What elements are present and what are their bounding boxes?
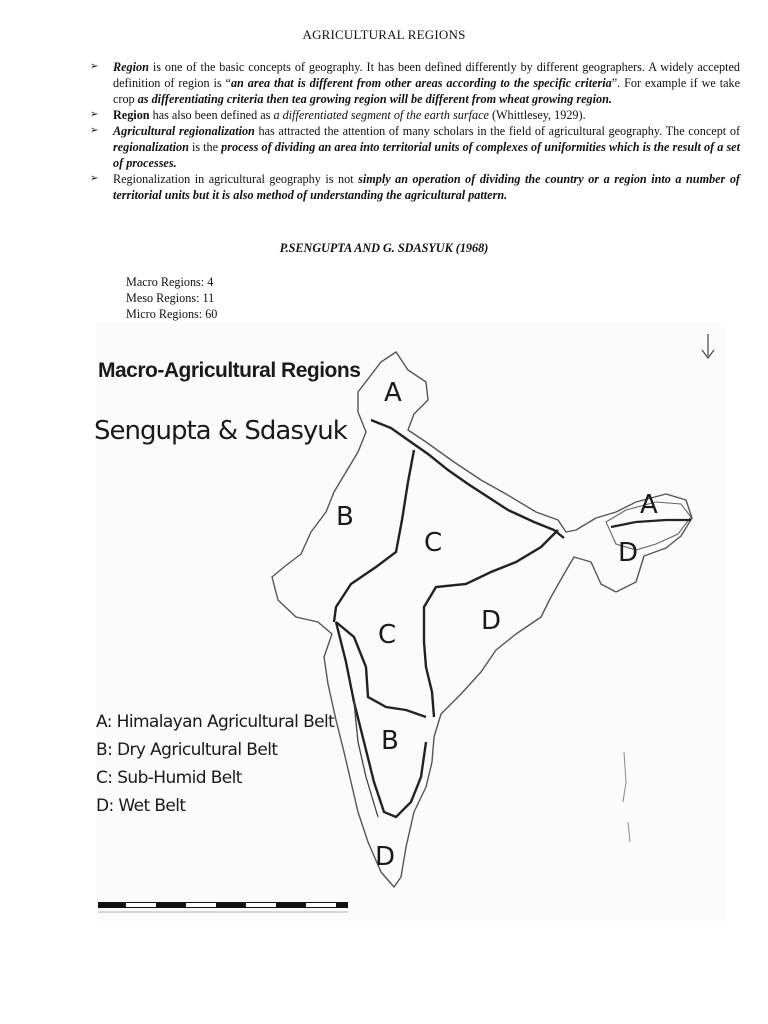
- legend-item-d: D: Wet Belt: [96, 796, 186, 816]
- bullet-text: [113, 108, 586, 122]
- region-label-c-central: C: [424, 528, 443, 558]
- arrow-bullet-icon: ➢: [90, 109, 99, 120]
- region-label-c-south: C: [378, 620, 397, 650]
- bullet-text-run: regionalization: [113, 140, 189, 154]
- document-title: AGRICULTURAL REGIONS: [302, 27, 466, 42]
- bullet-text-run: Regionalization in agricultural geography is not: [113, 172, 359, 186]
- legend-item-b: B: Dry Agricultural Belt: [96, 740, 278, 760]
- bullet-text-run: simply an operation of dividing the country or a region into a number of territorial units but it is also method of understanding the agricultural pattern.: [113, 172, 740, 202]
- bullet-text-run: Region: [113, 108, 150, 122]
- bullet-text: [113, 124, 740, 170]
- region-label-b-south: B: [381, 726, 399, 756]
- map-title: Macro-Agricultural Regions: [98, 359, 361, 382]
- bullet-text-run: has attracted the attention of many scholars in the field of agricultural geography. The concept of: [254, 124, 740, 138]
- bullet-item: [90, 107, 740, 123]
- bullet-text-run: Agricultural regionalization: [113, 124, 255, 138]
- macro-count: Macro Regions: 4: [126, 275, 214, 289]
- map-legend: [96, 708, 334, 820]
- region-label-b-west: B: [336, 502, 354, 532]
- bullet-text: [113, 172, 740, 202]
- map-subtitle: Sengupta & Sdasyuk: [94, 416, 347, 446]
- north-arrow-icon: [702, 334, 714, 358]
- bullet-text-run: is the: [188, 140, 222, 154]
- india-map-outline: [96, 322, 726, 922]
- bullet-item: [90, 171, 740, 203]
- arrow-bullet-icon: ➢: [90, 61, 99, 72]
- bullet-text: [113, 60, 740, 106]
- bullet-text-run: an area that is different from other areas according to the specific criteria: [230, 76, 612, 90]
- region-label-a-north: A: [384, 378, 402, 408]
- bullet-text-run: process of dividing an area into territorial units of complexes of uniformities which is the result of a set of processes.: [113, 140, 740, 170]
- bullet-item: [90, 59, 740, 107]
- micro-count: Micro Regions: 60: [126, 307, 218, 321]
- region-label-d-northeast: D: [618, 538, 639, 568]
- definition-list: [90, 59, 740, 203]
- india-map-figure: [96, 322, 726, 922]
- legend-item-a: A: Himalayan Agricultural Belt: [96, 712, 335, 732]
- bullet-text-run: Region: [113, 60, 149, 74]
- region-label-d-south: D: [375, 842, 396, 872]
- bullet-text-run: (Whittlesey, 1929).: [488, 108, 586, 122]
- meso-count: Meso Regions: 11: [126, 291, 215, 305]
- bullet-text-run: a differentiated segment of the earth surface: [273, 108, 489, 122]
- bullet-text-run: is one of the basic concepts of geography. It has been defined differently by different geographers. A widely accepted definition of region is “: [113, 60, 740, 90]
- authors-heading: P.SENGUPTA AND G. SDASYUK (1968): [279, 241, 489, 255]
- region-counts: [126, 274, 217, 322]
- arrow-bullet-icon: ➢: [90, 125, 99, 136]
- bullet-text-run: has also been defined as: [149, 108, 274, 122]
- bullet-text-run: as differentiating criteria then tea growing region will be different from wheat growing region.: [137, 92, 612, 106]
- region-label-d-east: D: [481, 606, 502, 636]
- legend-item-c: C: Sub-Humid Belt: [96, 768, 242, 788]
- region-label-a-northeast: A: [640, 490, 658, 520]
- arrow-bullet-icon: ➢: [90, 173, 99, 184]
- bullet-item: [90, 123, 740, 171]
- bullet-text-run: ”. For example if we take crop: [113, 76, 741, 106]
